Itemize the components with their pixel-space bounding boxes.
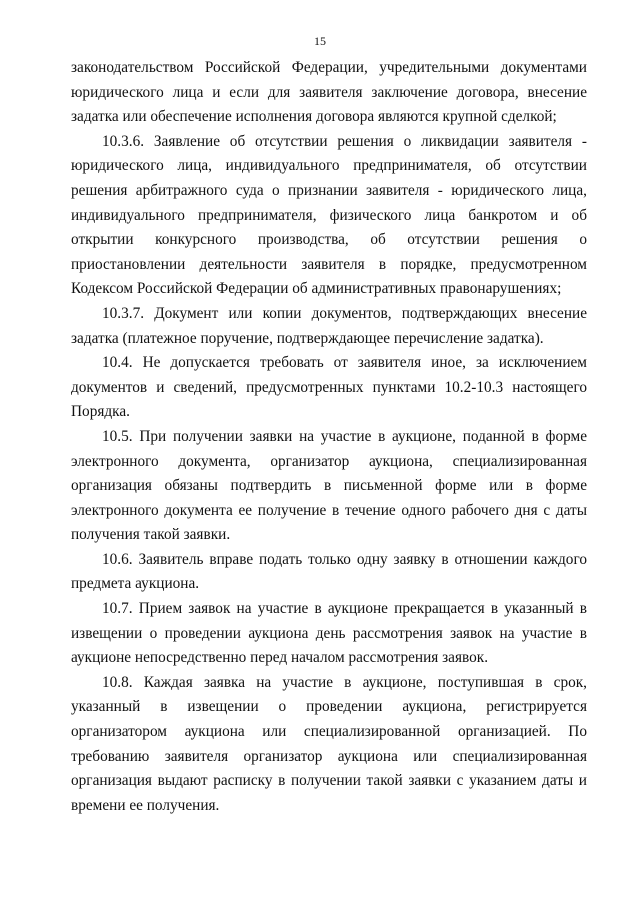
- paragraph-10-3-7: 10.3.7. Документ или копии документов, подтверждающих внесение задатка (платежное поручение, подтверждающее перечисление задатка).: [71, 304, 587, 347]
- paragraph-10-5: 10.5. При получении заявки на участие в аукционе, поданной в форме электронного документа, организатор аукциона, специализированная организация обязаны подтвердить в письменной форме или в форме электронного документа ее получение в течение одного рабочего дня с даты получения такой заявки.: [71, 427, 587, 544]
- paragraph-continuation: законодательством Российской Федерации, учредительными документами юридического лица и если для заявителя заключение договора, внесение задатка или обеспечение исполнения договора являются крупной сделкой;: [71, 59, 587, 126]
- page-number: 15: [314, 34, 326, 48]
- document-body: [71, 56, 587, 818]
- paragraph-10-4: 10.4. Не допускается требовать от заявителя иное, за исключением документов и сведений, предусмотренных пунктами 10.2-10.3 настоящего Порядка.: [71, 354, 587, 421]
- paragraph-10-3-6: 10.3.6. Заявление об отсутствии решения о ликвидации заявителя - юридического лица, индивидуального предпринимателя, об отсутствии решения арбитражного суда о признании заявителя - юридического лица, индивидуального предпринимателя, физического лица банкротом и об открытии конкурсного производства, об отсутствии решения о приостановлении деятельности заявителя в порядке, предусмотренном Кодексом Российской Федерации об административных правонарушениях;: [71, 132, 587, 298]
- paragraph-10-7: 10.7. Прием заявок на участие в аукционе прекращается в указанный в извещении о проведении аукциона день рассмотрения заявок на участие в аукционе непосредственно перед началом рассмотрения заявок.: [71, 600, 587, 667]
- paragraph-10-8: 10.8. Каждая заявка на участие в аукционе, поступившая в срок, указанный в извещении о проведении аукциона, регистрируется организатором аукциона или специализированной организацией. По требованию заявителя организатор аукциона или специализированная организация выдают расписку в получении такой заявки с указанием даты и времени ее получения.: [71, 673, 587, 814]
- paragraph-10-6: 10.6. Заявитель вправе подать только одну заявку в отношении каждого предмета аукциона.: [71, 550, 587, 593]
